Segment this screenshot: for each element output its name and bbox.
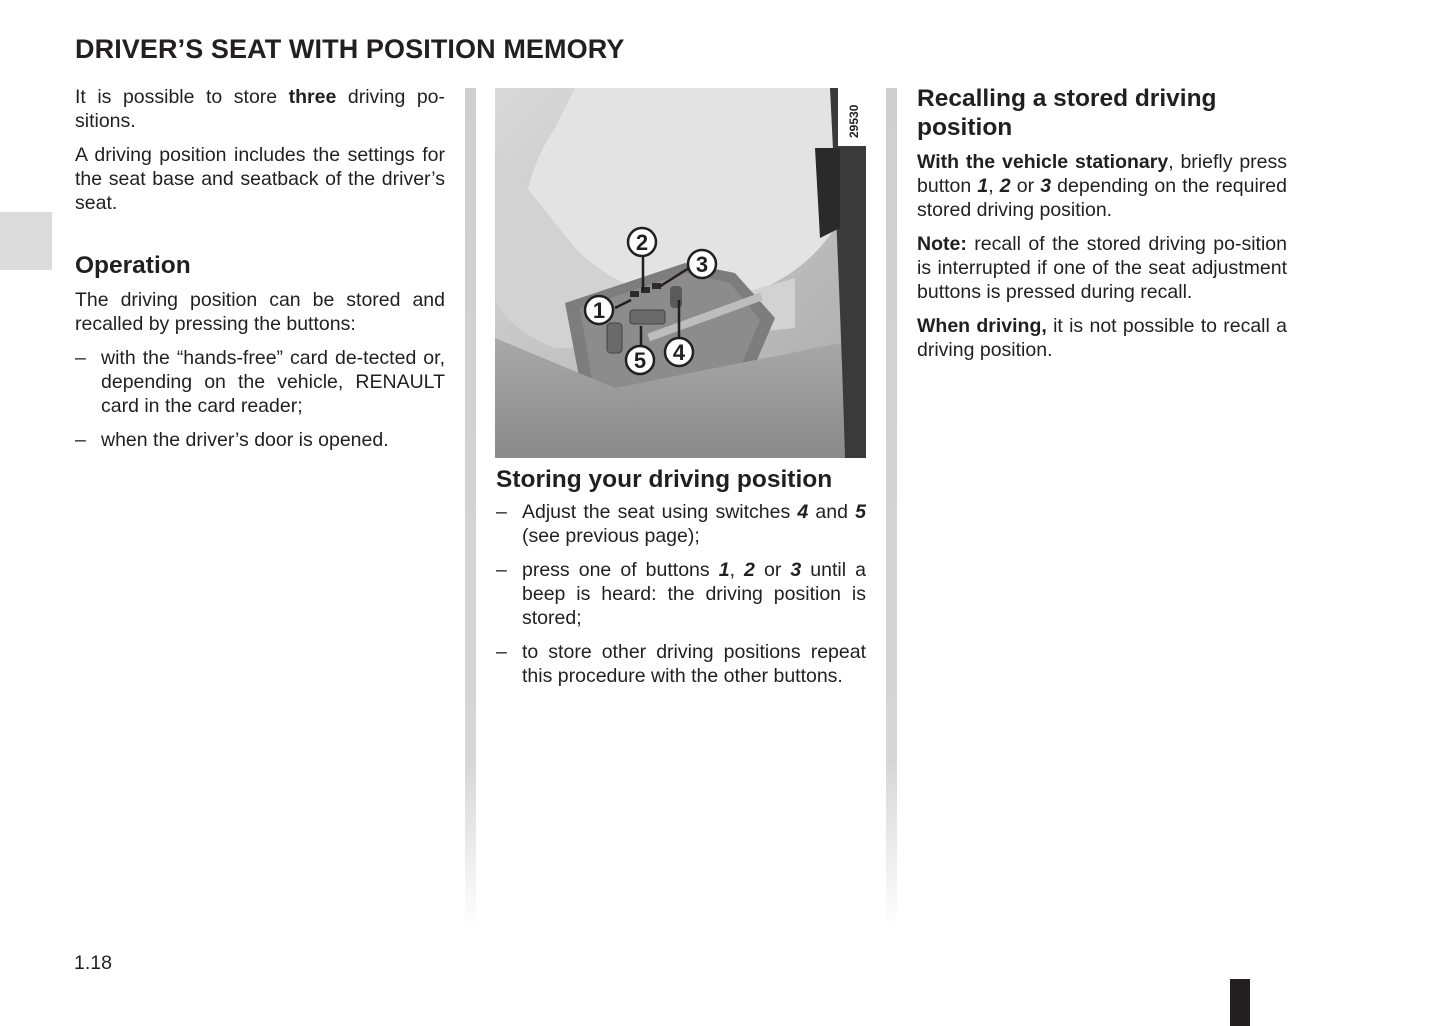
callout-4: 4 (672, 340, 686, 365)
callout-1: 1 (592, 298, 606, 323)
intro-paragraph-1: It is possible to store three driving po-sitions. (75, 86, 445, 132)
seat-controls-figure (495, 88, 866, 458)
list-item: – when the driver’s door is opened. (75, 428, 445, 452)
operation-list (75, 346, 445, 452)
recall-heading: Recalling a stored driving position (917, 85, 1217, 141)
column-divider-right (886, 88, 897, 928)
list-item: – with the “hands-free” card de-tected or, depending on the vehicle, RENAULT card in the card reader; (75, 346, 445, 418)
page-edge-marker (1230, 979, 1250, 1026)
intro-paragraph-2: A driving position includes the settings for the seat base and seatback of the driver’s seat. (75, 144, 445, 214)
list-item: – Adjust the seat using switches 4 and 5 (see previous page); (496, 500, 866, 548)
storing-list (496, 500, 866, 688)
right-column (917, 84, 1287, 372)
callout-5: 5 (633, 348, 647, 373)
column-divider-left (465, 88, 476, 928)
figure-code: 29530 (847, 104, 861, 138)
section-tab-marker (0, 212, 52, 270)
page-number: 1.18 (74, 952, 112, 974)
list-item: – press one of buttons 1, 2 or 3 until a beep is heard: the driving position is stored; (496, 558, 866, 630)
page-title: DRIVER’S SEAT WITH POSITION MEMORY (75, 34, 625, 64)
callout-3: 3 (695, 252, 709, 277)
list-item: – to store other driving positions repeat this procedure with the other buttons. (496, 640, 866, 688)
recall-paragraph-1: With the vehicle stationary, briefly press button 1, 2 or 3 depending on the required stored driving position. (917, 151, 1288, 221)
seat-photo-illustration (495, 88, 866, 458)
middle-column (496, 465, 866, 698)
recall-note-paragraph: Note: recall of the stored driving po-sition is interrupted if one of the seat adjustment buttons is pressed during recall. (917, 233, 1287, 303)
storing-heading: Storing your driving position (496, 466, 833, 493)
callout-2: 2 (635, 230, 649, 255)
operation-paragraph: The driving position can be stored and recalled by pressing the buttons: (75, 289, 445, 335)
left-column (75, 85, 445, 462)
operation-heading: Operation (75, 252, 191, 279)
recall-driving-paragraph: When driving, it is not possible to recall a driving position. (917, 315, 1287, 361)
